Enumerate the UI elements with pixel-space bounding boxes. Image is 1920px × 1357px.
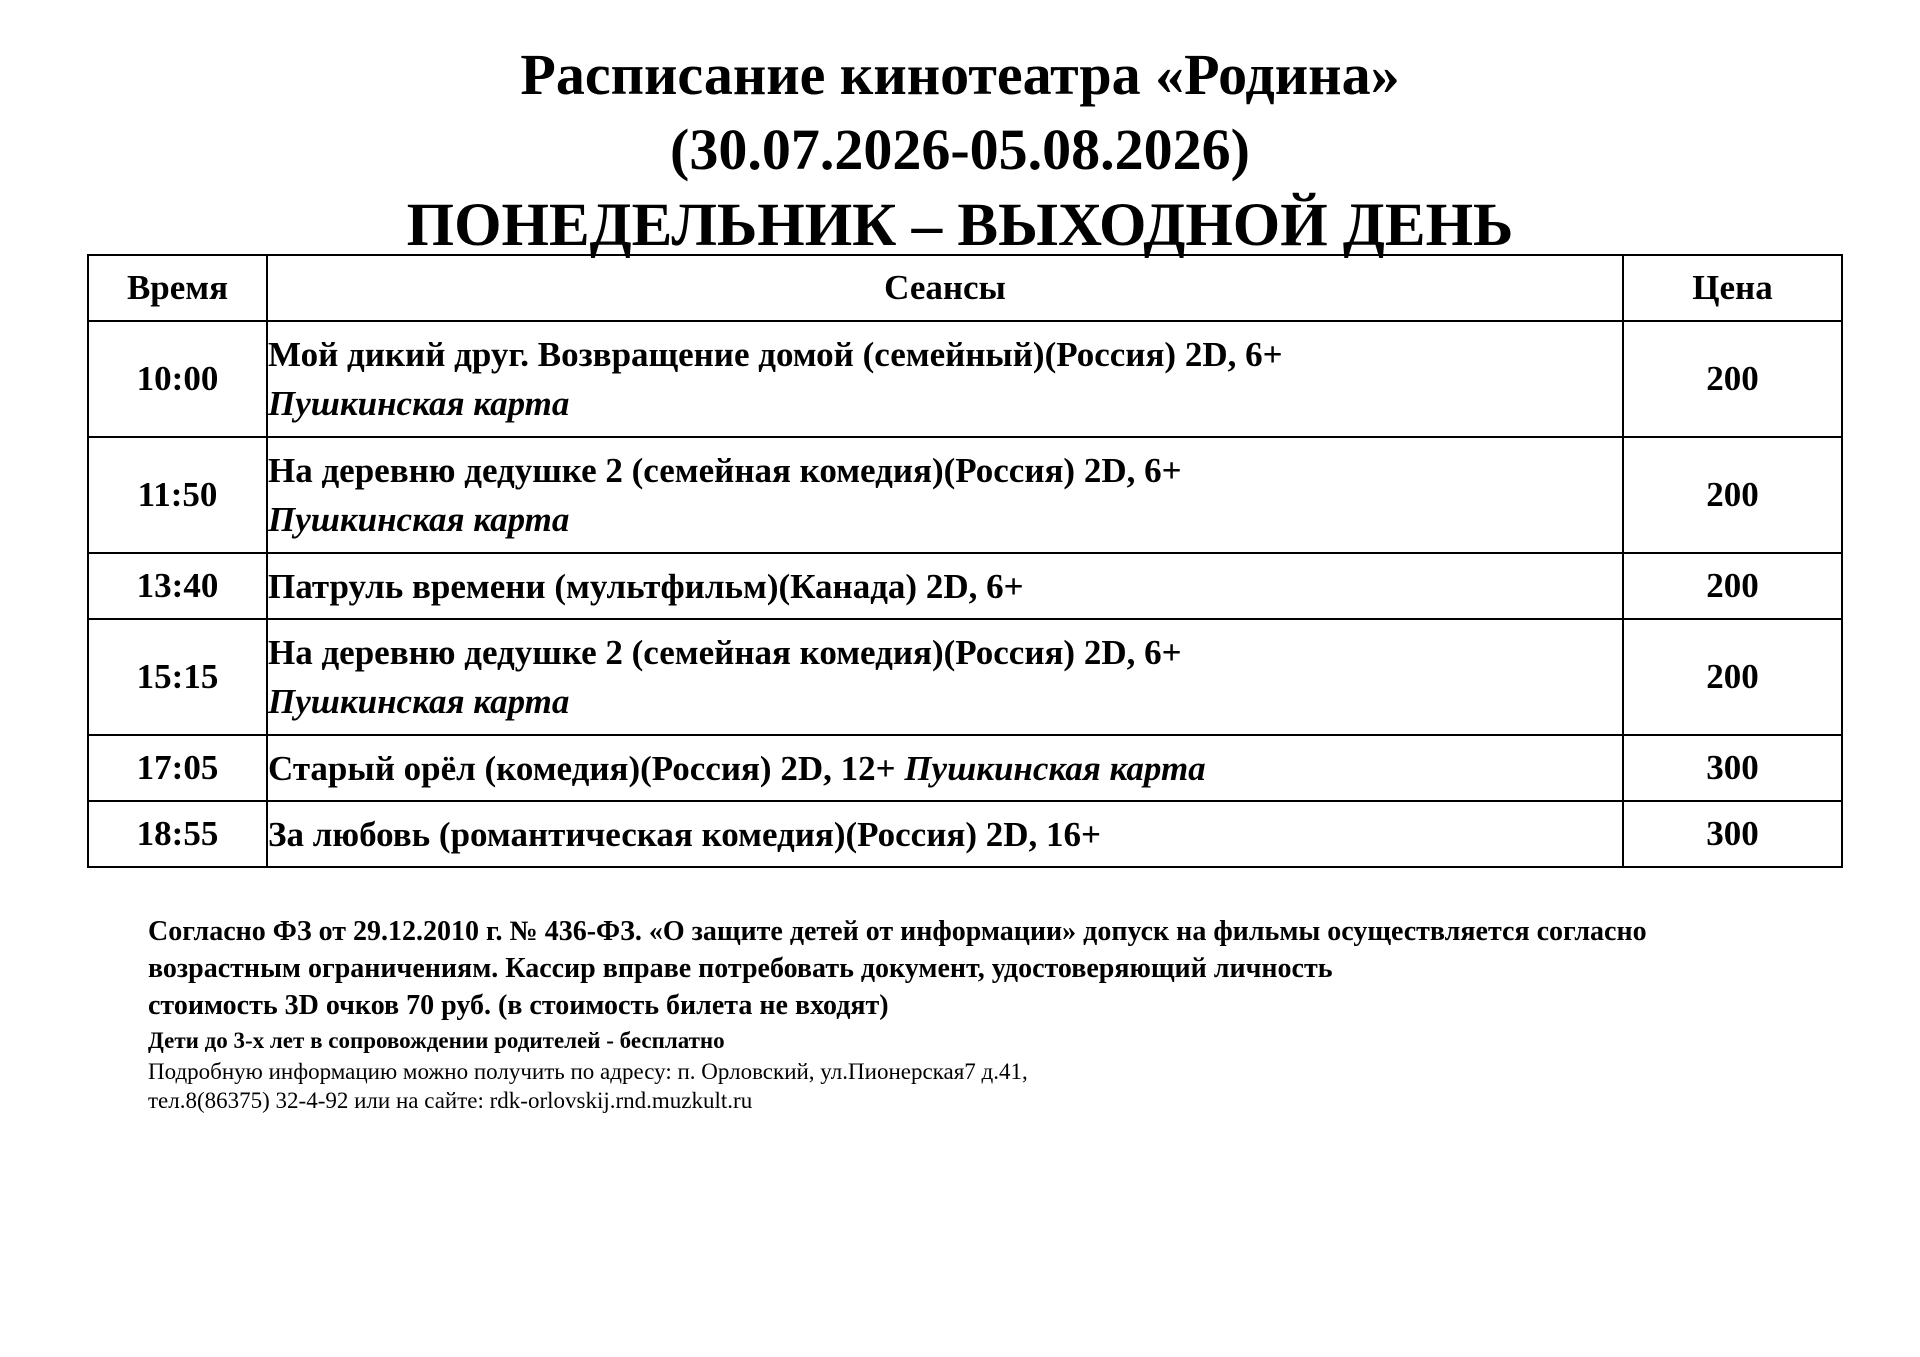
footer-notes xyxy=(148,913,1888,1115)
column-header-sessions: Сеансы xyxy=(267,255,1623,321)
session-price: 200 xyxy=(1623,619,1842,735)
session-price: 200 xyxy=(1623,321,1842,437)
schedule-table xyxy=(87,254,1843,868)
table-row xyxy=(88,735,1842,801)
film-title: На деревню дедушке 2 (семейная комедия)(Россия) 2D, 6+ xyxy=(268,451,1182,490)
film-title: Мой дикий друг. Возвращение домой (семейный)(Россия) 2D, 6+ xyxy=(268,335,1283,374)
law-notice-line-2: возрастным ограничениям. Кассир вправе потребовать документ, удостоверяющий личность xyxy=(148,953,1333,984)
contact-info-line-1: Подробную информацию можно получить по адресу: п. Орловский, ул.Пионерская7 д.41, xyxy=(148,1059,1028,1084)
session-price: 300 xyxy=(1623,735,1842,801)
film-title: Патруль времени (мультфильм)(Канада) 2D, 6+ xyxy=(268,566,1024,606)
pushkin-card-label: Пушкинская карта xyxy=(268,384,570,423)
pushkin-card-label: Пушкинская карта xyxy=(268,682,570,721)
glasses-price-note: стоимость 3D очков 70 руб. (в стоимость билета не входят) xyxy=(148,990,889,1021)
table-row xyxy=(88,437,1842,553)
session-time: 15:15 xyxy=(88,619,267,735)
session-time: 18:55 xyxy=(88,801,267,867)
film-title: За любовь (романтическая комедия)(Россия) 2D, 16+ xyxy=(268,814,1101,854)
pushkin-card-label: Пушкинская карта xyxy=(904,748,1206,788)
session-time: 11:50 xyxy=(88,437,267,553)
column-header-price: Цена xyxy=(1623,255,1842,321)
session-film xyxy=(267,801,1623,867)
session-film xyxy=(267,735,1623,801)
film-title: Старый орёл (комедия)(Россия) 2D, 12+ xyxy=(268,748,896,788)
law-notice-line-1: Согласно ФЗ от 29.12.2010 г. № 436-ФЗ. «О защите детей от информации» допуск на фильмы осуществляется согласно xyxy=(148,916,1647,947)
session-price: 300 xyxy=(1623,801,1842,867)
session-film xyxy=(267,553,1623,619)
pushkin-card-label: Пушкинская карта xyxy=(268,500,570,539)
session-time: 10:00 xyxy=(88,321,267,437)
table-header-row xyxy=(88,255,1842,321)
closed-day-notice: ПОНЕДЕЛЬНИК – ВЫХОДНОЙ ДЕНЬ xyxy=(406,192,1514,259)
session-price: 200 xyxy=(1623,437,1842,553)
table-row xyxy=(88,321,1842,437)
children-free-note: Дети до 3-х лет в сопровождении родителей - бесплатно xyxy=(148,1028,725,1053)
session-time: 13:40 xyxy=(88,553,267,619)
page-title: Расписание кинотеатра «Родина» xyxy=(520,42,1400,107)
film-title: На деревню дедушке 2 (семейная комедия)(Россия) 2D, 6+ xyxy=(268,633,1182,672)
date-range: (30.07.2026-05.08.2026) xyxy=(670,117,1250,182)
session-film xyxy=(267,619,1623,735)
column-header-time: Время xyxy=(88,255,267,321)
table-row xyxy=(88,801,1842,867)
contact-info-line-2: тел.8(86375) 32-4-92 или на сайте: rdk-orlovskij.rnd.muzkult.ru xyxy=(148,1088,753,1113)
table-row xyxy=(88,553,1842,619)
session-time: 17:05 xyxy=(88,735,267,801)
table-row xyxy=(88,619,1842,735)
session-price: 200 xyxy=(1623,553,1842,619)
session-film xyxy=(267,437,1623,553)
session-film xyxy=(267,321,1623,437)
